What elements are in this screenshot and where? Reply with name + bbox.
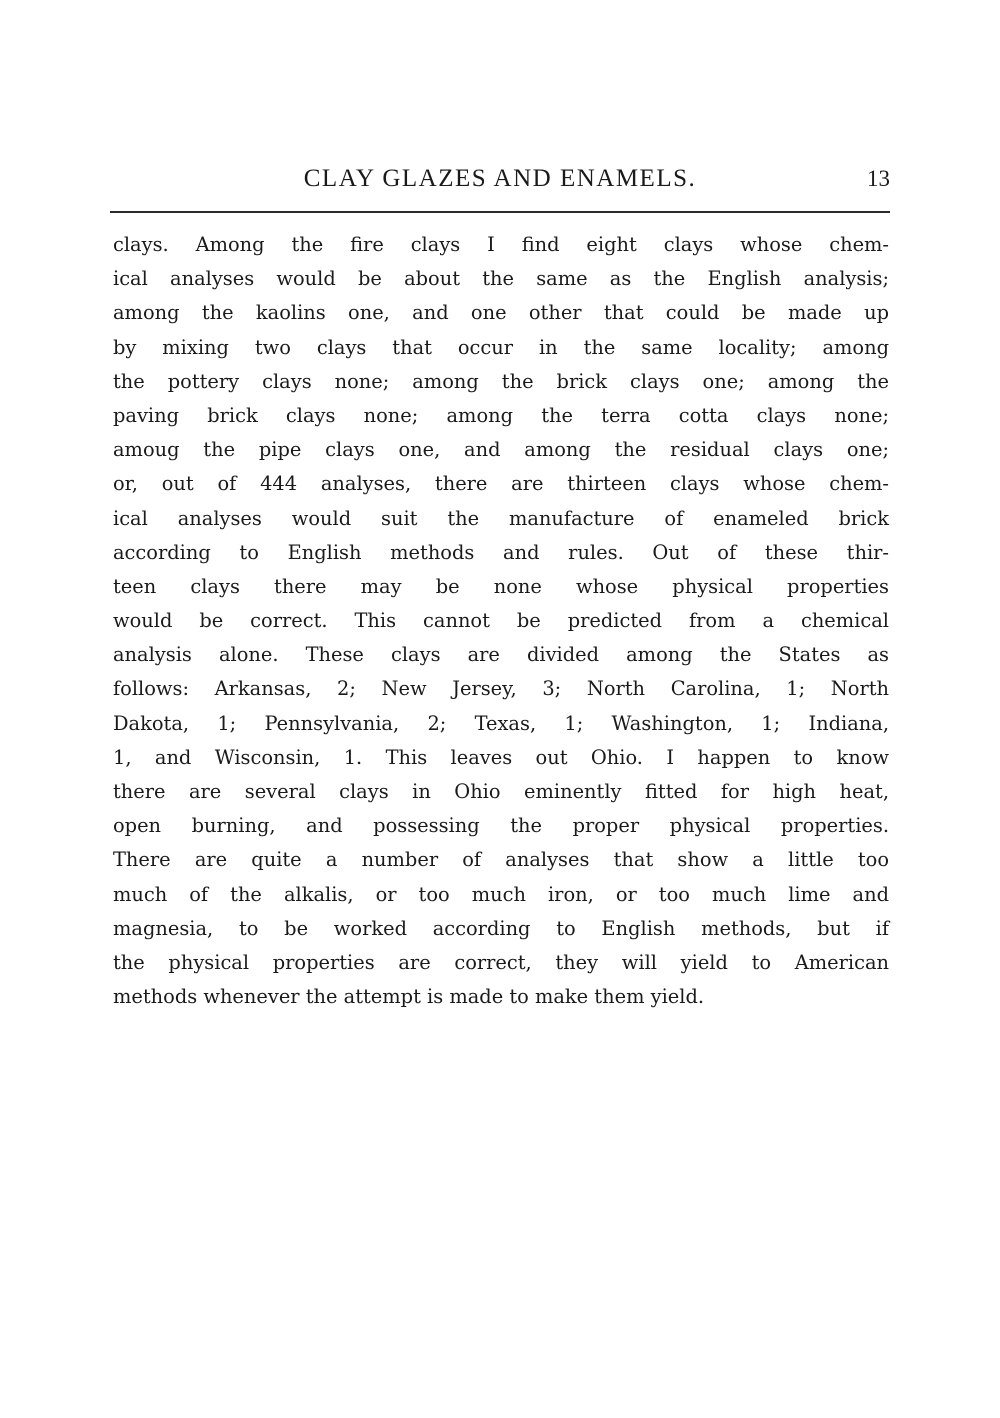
text-line: open burning, and possessing the proper physical properties. xyxy=(113,814,889,838)
text-line: the physical properties are correct, they will yield to American xyxy=(113,950,889,974)
text-line: according to English methods and rules. Out of these thir- xyxy=(113,540,889,564)
text-line: magnesia, to be worked according to English methods, but if xyxy=(113,916,889,940)
text-line: teen clays there may be none whose physical properties xyxy=(113,574,889,598)
text-line: ical analyses would be about the same as the English analysis; xyxy=(113,267,889,291)
running-title: CLAY GLAZES AND ENAMELS. xyxy=(303,165,697,192)
text-line: There are quite a number of analyses that show a little too xyxy=(113,848,889,872)
text-line: clays. Among the fire clays I find eight clays whose chem- xyxy=(113,233,889,256)
text-line: by mixing two clays that occur in the same locality; among xyxy=(113,335,889,359)
page-number: 13 xyxy=(867,166,890,191)
text-line: the pottery clays none; among the brick clays one; among the xyxy=(113,369,889,393)
text-line: or, out of 444 analyses, there are thirteen clays whose chem- xyxy=(113,472,889,496)
text-line: there are several clays in Ohio eminently fitted for high heat, xyxy=(113,780,889,803)
text-line-last: methods whenever the attempt is made to make them yield. xyxy=(113,985,705,1009)
text-line: paving brick clays none; among the terra cotta clays none; xyxy=(113,403,889,427)
body-paragraph xyxy=(113,228,889,1014)
header-rule xyxy=(110,211,890,213)
text-line: 1, and Wisconsin, 1. This leaves out Ohio. I happen to know xyxy=(113,745,889,769)
text-line: Dakota, 1; Pennsylvania, 2; Texas, 1; Washington, 1; Indiana, xyxy=(113,711,889,735)
running-header xyxy=(110,163,890,199)
text-line: follows: Arkansas, 2; New Jersey, 3; North Carolina, 1; North xyxy=(113,677,889,701)
text-line: much of the alkalis, or too much iron, or too much lime and xyxy=(113,882,889,906)
text-line: analysis alone. These clays are divided among the States as xyxy=(113,643,889,667)
text-line: among the kaolins one, and one other that could be made up xyxy=(113,301,889,325)
text-line: amoug the pipe clays one, and among the residual clays one; xyxy=(113,438,889,462)
text-line: would be correct. This cannot be predicted from a chemical xyxy=(113,609,889,633)
text-line: ical analyses would suit the manufacture of enameled brick xyxy=(113,506,889,530)
